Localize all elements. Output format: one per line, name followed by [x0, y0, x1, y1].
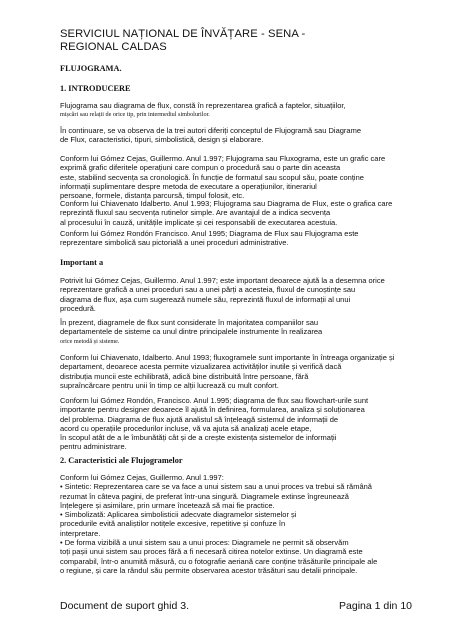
- bullet-line: rezumat în câteva pagini, de preferat într-una singură. Diagramele extinse îngreunează: [60, 491, 349, 501]
- paragraph-line: acord cu operațiile procedurilor incluse, vă va ajuta să analizați acele etape,: [60, 423, 312, 433]
- paragraph-line: reprezentare grafică a unei proceduri sau a unei părți a acesteia, fluxul de cunoștințe sau: [60, 285, 356, 295]
- bullet-line: • De forma vizibilă a unui sistem sau a unui proces: Diagramele ne permit să observăm: [60, 538, 349, 548]
- paragraph-line: Conform lui Chiavenato Idalberto. Anul 1.993; Flujograma sau Diagrama de Flux, este o grafica care: [60, 199, 393, 208]
- paragraph-line: persoane, formele, distanța parcursă, timpul folosit, etc.: [60, 191, 245, 201]
- paragraph-line: exprimă grafic diferitele operațiuni care compun o procedură sau o parte din aceasta: [60, 163, 341, 173]
- important-heading: Important a: [60, 258, 104, 267]
- paragraph-6: [60, 276, 426, 313]
- paragraph-line: supraîncărcare pentru unii în timp ce alții lucrează cu mult confort.: [60, 380, 279, 390]
- paragraph-line: Conform lui Gómez Rondón Francisco. Anul 1995; Diagrama de Flux sau Flujograma este: [60, 229, 359, 238]
- institution-header: [60, 28, 420, 54]
- paragraph-4: [60, 199, 426, 227]
- bullet-line: înțelegere și asimilare, prin urmare încetează să mai fie practice.: [60, 500, 275, 510]
- paragraph-1: [60, 101, 426, 120]
- paragraph-line: Conform lui Gómez Rondón, Francisco. Anul 1.995; diagrama de flux sau flowchart-urile sunt: [60, 396, 369, 405]
- paragraph-line: del problema. Diagrama de flux ajută analistul să înțeleagă sistemul de informații de: [60, 414, 339, 424]
- paragraph-line: este, stabilind secvența sa cronologică. În funcție de formatul sau scopul său, poate conține: [60, 172, 364, 182]
- paragraph-line: mișcări sau relații de orice tip, prin intermediul simbolurilor.: [60, 111, 210, 119]
- doc-title: FLUJOGRAMA.: [60, 64, 122, 73]
- paragraph-9: [60, 396, 426, 452]
- header-line-1: SERVICIUL NAȚIONAL DE ÎNVĂȚARE - SENA -: [60, 28, 306, 40]
- paragraph-line: importante pentru designer deoarece îl ajută în definirea, formularea, analiza și soluționarea: [60, 405, 365, 415]
- paragraph-line: reprezintă fluxul sau secvența rutinelor simple. Are avantajul de a indica secvența: [60, 208, 331, 218]
- bullet-sintetic: [60, 482, 426, 510]
- paragraph-line: al procesului în cauză, unitățile implicate și cei responsabili de executarea acestuia.: [60, 217, 338, 227]
- paragraph-line: departamentele de sisteme ca unul dintre principalele instrumente în realizarea: [60, 327, 323, 337]
- paragraph-10: [60, 473, 426, 575]
- paragraph-line: orice metodă și sisteme.: [60, 337, 120, 345]
- bullet-line: interpretare.: [60, 528, 101, 538]
- bullet-forma-vizibila: [60, 538, 426, 575]
- bullet-simbolizata: [60, 510, 426, 538]
- paragraph-line: Conform lui Gómez Cejas, Guillermo. Anul 1.997; Flujograma sau Fluxograma, este un grafic care: [60, 154, 386, 163]
- paragraph-line: reprezentare simbolică sau pictorială a unei proceduri administrative.: [60, 238, 289, 248]
- paragraph-2: [60, 126, 426, 145]
- bullet-line: procedurile evită analiștilor notițele excesive, repetitive și confuze în: [60, 519, 286, 529]
- footer-left: Document de suport ghid 3.: [60, 600, 189, 612]
- bullet-line: toți pașii unui sistem sau proces fără a fi necesară citirea notelor extinse. Un diagramă este: [60, 547, 363, 557]
- header-line-2: REGIONAL CALDAS: [60, 41, 167, 53]
- paragraph-line: Flujograma sau diagrama de flux, constă în reprezentarea grafică a faptelor, situațiilor,: [60, 101, 346, 110]
- paragraph-line: departament, deoarece acesta permite vizualizarea activităților inutile și verifică dacă: [60, 362, 342, 372]
- paragraph-line: de Flux, caracteristici, tipuri, simbolistică, design și elaborare.: [60, 135, 264, 145]
- paragraph-line: Conform lui Gómez Cejas, Guillermo. Anul 1.997:: [60, 473, 224, 482]
- section-1-heading: 1. INTRODUCERE: [60, 84, 131, 93]
- paragraph-3: [60, 154, 426, 200]
- paragraph-8: [60, 353, 426, 390]
- bullet-line: comparabil, într-o anumită măsură, cu o fotografie aeriană care conține trăsăturile principale ale: [60, 556, 378, 566]
- paragraph-line: pentru administrare.: [60, 442, 127, 452]
- paragraph-line: Conform lui Chiavenato, Idalberto. Anul 1993; fluxogramele sunt importante în întreaga organizație și: [60, 353, 395, 362]
- bullet-line: o regiune, și care la rândul său permite observarea acestor trăsături sau detalii principale.: [60, 565, 358, 575]
- paragraph-7: [60, 318, 426, 346]
- footer-page-number: Pagina 1 din 10: [339, 600, 412, 612]
- paragraph-line: în scopul atât de a le îmbunătăți cât și de a crește existența sistemelor de informații: [60, 433, 337, 443]
- paragraph-line: informații suplimentare despre metoda de executare a operațiunilor, itinerariul: [60, 181, 317, 191]
- bullet-line: • Simbolizată: Aplicarea simbolisticii adecvate diagramelor sistemelor și: [60, 510, 297, 520]
- paragraph-line: În continuare, se va observa de la trei autori diferiți conceptul de Flujogramă sau Diagrame: [60, 126, 361, 135]
- paragraph-line: diagrama de flux, așa cum sugerează numele său, reprezintă fluxul de informații al unui: [60, 294, 351, 304]
- paragraph-line: Potrivit lui Gómez Cejas, Guillermo. Anul 1.997; este important deoarece ajută la a desemna orice: [60, 276, 385, 285]
- paragraph-line: În prezent, diagramele de flux sunt considerate în majoritatea companiilor sau: [60, 318, 319, 327]
- section-2-heading: 2. Caracteristici ale Flujogramelor: [60, 456, 183, 465]
- bullet-line: • Sintetic: Reprezentarea care se va face a unui sistem sau a unui proces va trebui să rămână: [60, 482, 372, 492]
- paragraph-line: procedură.: [60, 303, 96, 313]
- paragraph-5: [60, 229, 426, 248]
- paragraph-line: distribuția muncii este echilibrată, adică bine distribuită între persoane, fără: [60, 371, 309, 381]
